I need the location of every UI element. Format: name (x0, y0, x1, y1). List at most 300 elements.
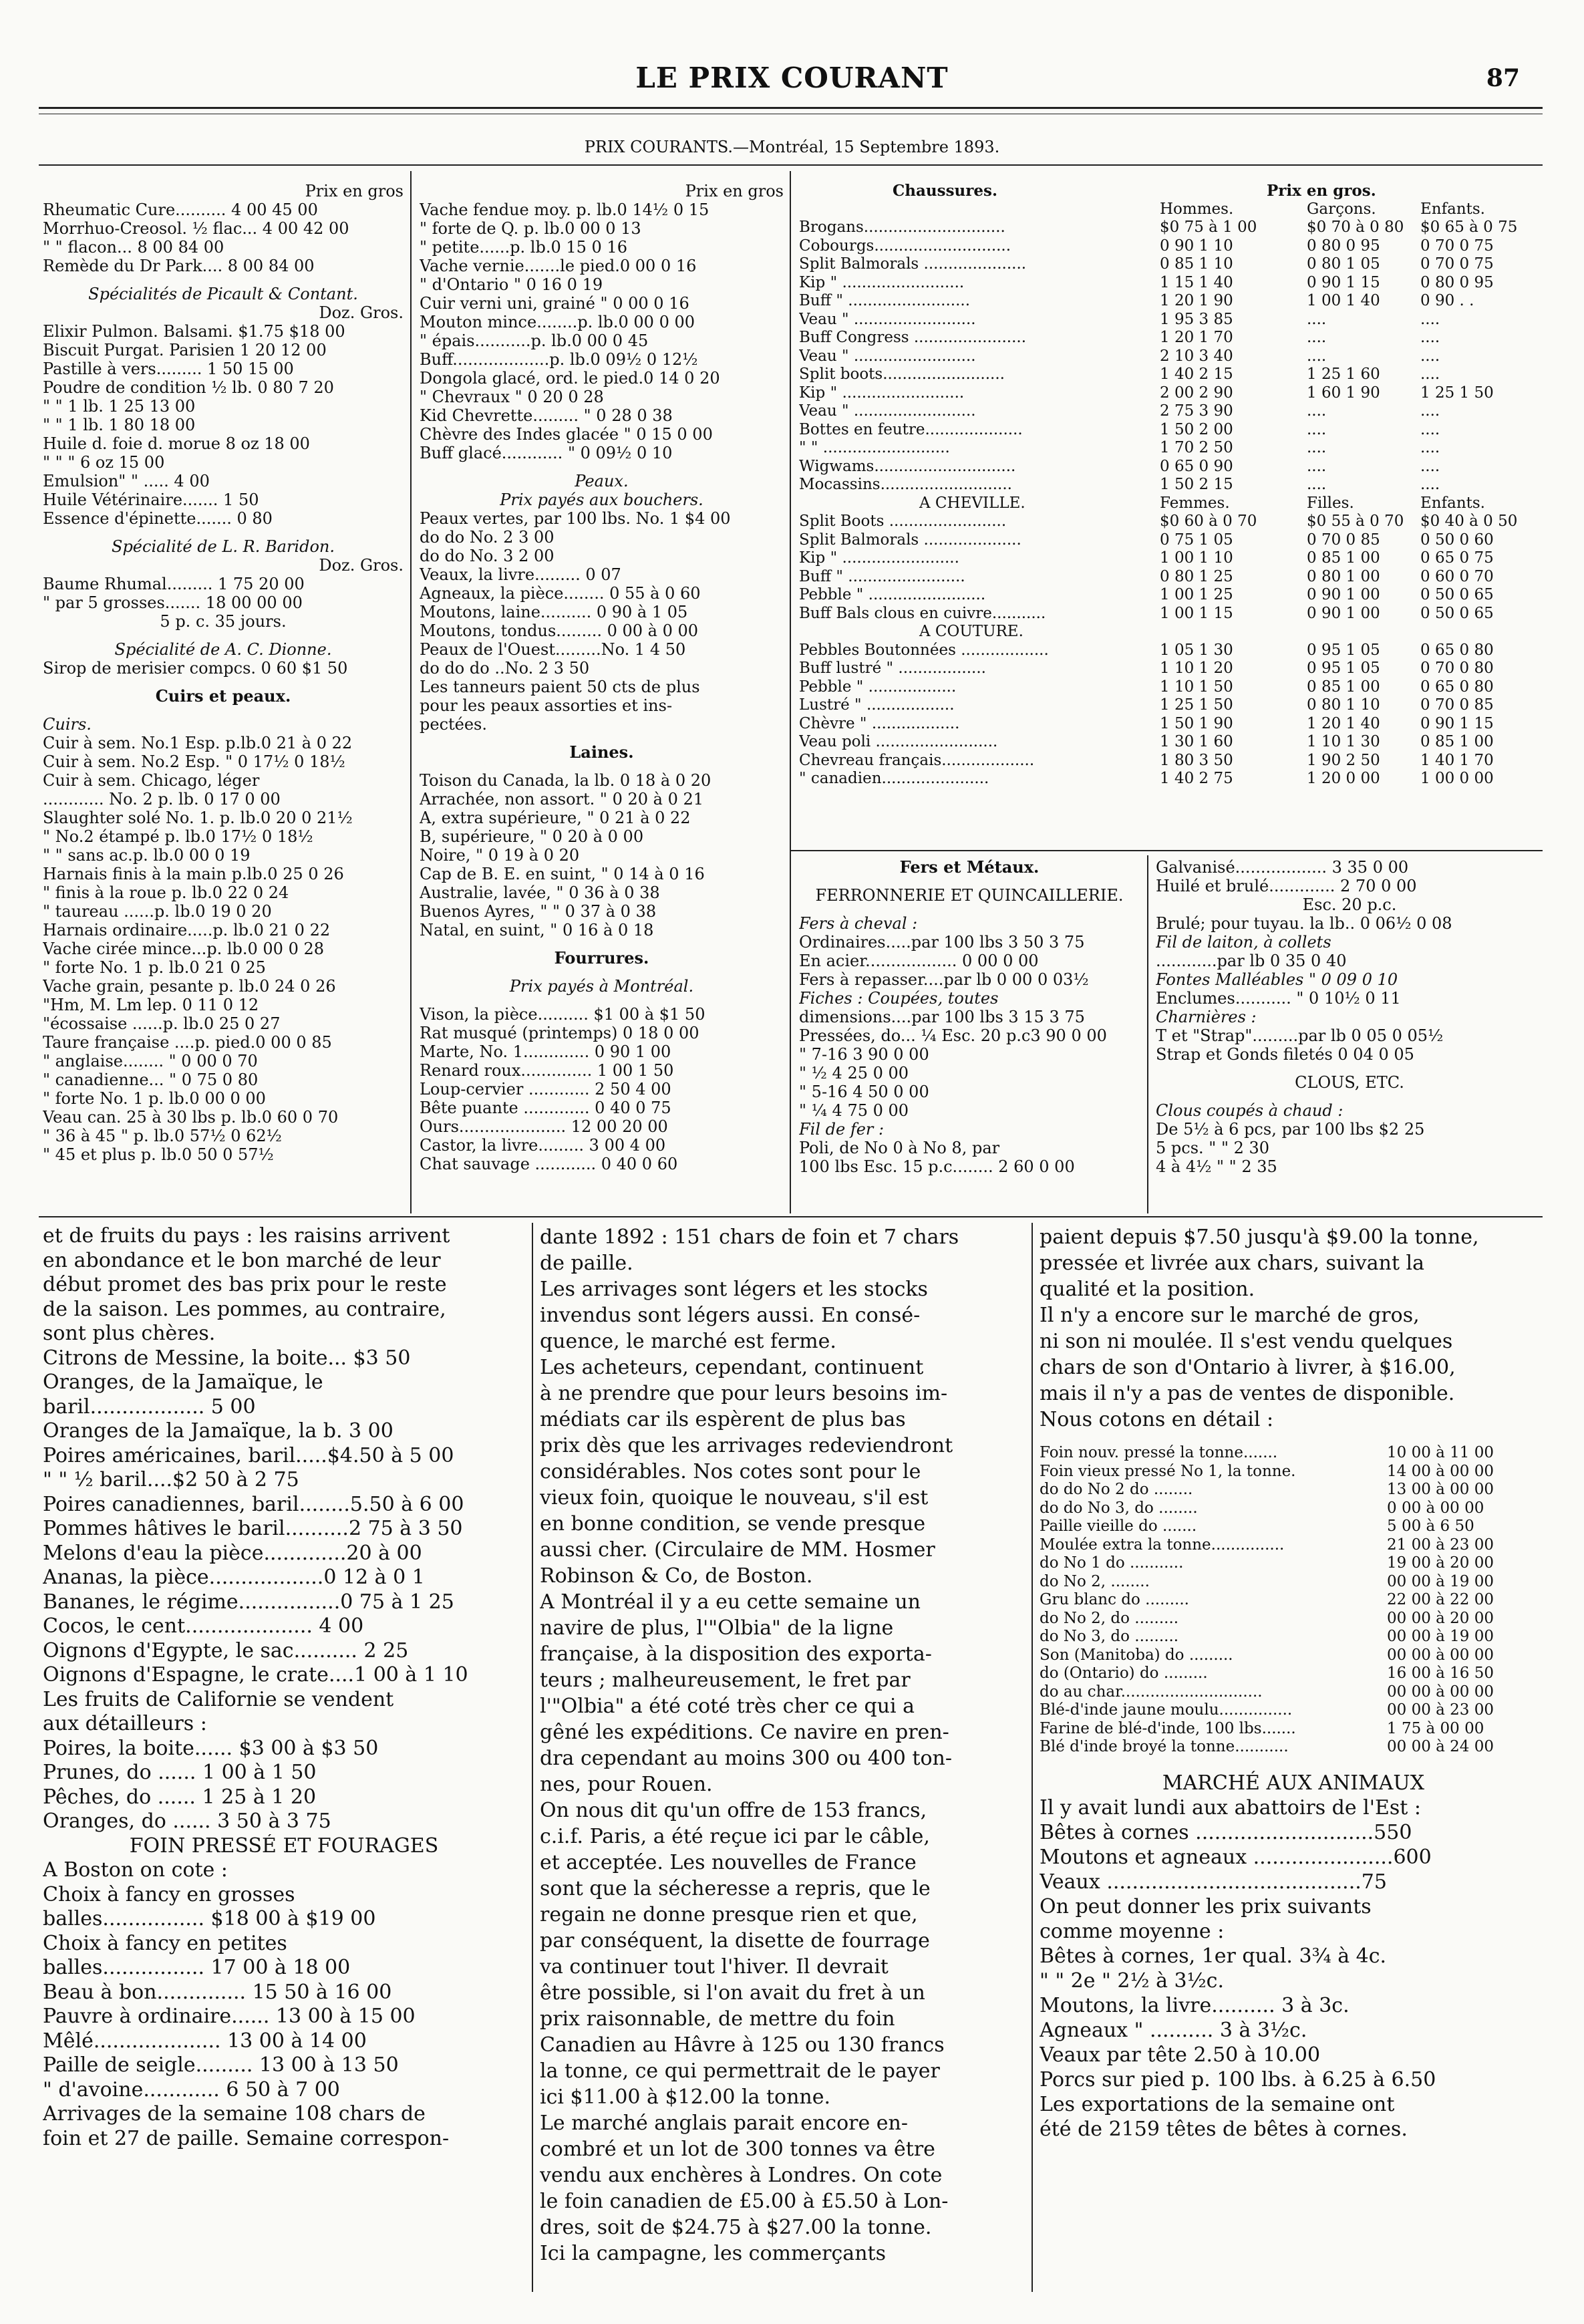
table-row (1040, 1462, 1547, 1481)
text-line: Les exportations de la semaine ont (1040, 2093, 1395, 2116)
table-cell: .... (1420, 476, 1440, 493)
text-line: va continuer tout l'hiver. Il devrait (540, 1955, 889, 1979)
prose-column-3 (1040, 1224, 1547, 1433)
text-line: Chèvre des Indes glacée " 0 15 0 00 (420, 425, 713, 444)
table-cell: do No 2, do ......... (1040, 1609, 1179, 1627)
table-row (799, 384, 1541, 403)
table-row (799, 733, 1541, 752)
table-cell: 0 90 1 10 (1160, 237, 1233, 255)
text-line: Taure française ....p. pied.0 00 0 85 (43, 1033, 332, 1052)
text-line: Sirop de merisier compcs. 0 60 $1 50 (43, 659, 348, 678)
table-cell: 1 25 1 50 (1420, 384, 1494, 402)
text-line: balles................ $18 00 à $19 00 (43, 1907, 376, 1930)
table-row (1040, 1536, 1547, 1554)
table-cell: 00 00 à 00 00 (1387, 1646, 1494, 1664)
text-line: Il y avait lundi aux abattoirs de l'Est : (1040, 1796, 1421, 1820)
text-line: sont que la sécheresse a repris, que le (540, 1877, 931, 1900)
text-line: Essence d'épinette....... 0 80 (43, 509, 273, 528)
text-line: A Boston on cote : (43, 1858, 228, 1882)
text-line: " 45 et plus p. lb.0 50 0 57½ (43, 1145, 274, 1164)
spacer (43, 275, 404, 285)
table-cell: Farine de blé-d'inde, 100 lbs....... (1040, 1719, 1296, 1737)
column-divider (1032, 1223, 1033, 2292)
table-cell: Moulée extra la tonne............... (1040, 1536, 1285, 1554)
table-cell: Chevreau français................... (799, 751, 1035, 769)
table-cell: " canadien...................... (799, 770, 989, 787)
table-cell: 0 80 0 95 (1420, 273, 1494, 291)
column-2-price-list (420, 182, 784, 1173)
table-cell: Split Balmorals ..................... (799, 255, 1027, 273)
table-cell: Buff Bals clous en cuivre........... (799, 604, 1046, 622)
section-rule (790, 850, 1543, 851)
subtitle-rule (39, 164, 1543, 166)
text-line: Fers et Métaux. (899, 858, 1040, 877)
table-cell: 0 85 1 00 (1307, 549, 1380, 567)
text-line: foin et 27 de paille. Semaine correspon- (43, 2126, 450, 2150)
text-line: Elixir Pulmon. Balsami. $1.75 $18 00 (43, 322, 345, 341)
table-row (1040, 1554, 1547, 1572)
text-line: Moutons et agneaux ......................600 (1040, 1846, 1432, 1869)
table-row (1040, 1719, 1547, 1738)
spacer (1156, 1064, 1543, 1073)
text-line: Citrons de Messine, la boite... $3 50 (43, 1346, 411, 1370)
table-row (799, 549, 1541, 568)
table-cell: 0 85 1 00 (1420, 733, 1494, 750)
text-line: Les arrivages sont légers et les stocks (540, 1278, 928, 1301)
text-line: Vache fendue moy. p. lb.0 14½ 0 15 (420, 200, 709, 219)
table-cell: .... (1307, 329, 1327, 346)
table-row (1040, 1499, 1547, 1517)
text-line: Castor, la livre......... 3 00 4 00 (420, 1136, 666, 1155)
table-row (799, 311, 1541, 329)
text-line: Ananas, la pièce..................0 12 à 0 1 (43, 1566, 425, 1589)
table-cell: 0 65 0 75 (1420, 549, 1494, 567)
table-cell: .... (1420, 366, 1440, 383)
table-cell: .... (1307, 457, 1327, 475)
table-cell: 0 85 1 00 (1307, 678, 1380, 696)
table-cell: 1 50 2 15 (1160, 476, 1233, 493)
table-cell: Wigwams............................. (799, 457, 1016, 475)
text-line: Poires canadiennes, baril........5.50 à 6 00 (43, 1492, 464, 1516)
header-rule (39, 107, 1543, 109)
table-row (1040, 1683, 1547, 1701)
text-line: Peaux. (575, 472, 629, 490)
table-cell: 1 00 1 15 (1160, 604, 1233, 622)
text-line: Galvanisé.................. 3 35 0 00 (1156, 858, 1409, 877)
prose-column-1 (43, 1224, 525, 2151)
table-row (799, 752, 1541, 770)
text-line: Chat sauvage ............ 0 40 0 60 (420, 1155, 678, 1173)
text-line: en bonne condition, se vende presque (540, 1512, 926, 1536)
text-line: Pommes hâtives le baril..........2 75 à 3 50 (43, 1517, 463, 1540)
text-line: Fiches : Coupées, toutes (799, 989, 999, 1008)
text-line: Doz. Gros. (319, 303, 404, 322)
table-cell: Foin nouv. pressé la tonne....... (1040, 1444, 1278, 1461)
spacer (799, 905, 1140, 914)
page-number: 87 (1486, 64, 1520, 92)
text-line: pour les peaux assorties et ins- (420, 696, 673, 715)
table-cell: Pebble " .................. (799, 678, 957, 696)
text-line: " ¼ 4 75 0 00 (799, 1101, 909, 1120)
text-line: En acier.................. 0 00 0 00 (799, 952, 1039, 970)
text-line: Kid Chevrette......... " 0 28 0 38 (420, 406, 673, 425)
text-line: dra cependant au moins 300 ou 400 ton- (540, 1747, 952, 1770)
text-line: Brulé; pour tuyau. la lb.. 0 06½ 0 08 (1156, 914, 1452, 933)
text-line: Bêtes à cornes, 1er qual. 3¾ à 4c. (1040, 1944, 1387, 1968)
text-line: Strap et Gonds filetés 0 04 0 05 (1156, 1045, 1414, 1064)
text-line: Poires américaines, baril.....$4.50 à 5 00 (43, 1443, 454, 1467)
table-cell: Lustré " .................. (799, 696, 955, 714)
text-line: " ½ 4 25 0 00 (799, 1064, 909, 1082)
text-line: Choix à fancy en petites (43, 1931, 287, 1955)
text-line: 100 lbs Esc. 15 p.c........ 2 60 0 00 (799, 1157, 1075, 1176)
text-line: Vache vernie.......le pied.0 00 0 16 (420, 257, 697, 275)
spacer (43, 678, 404, 687)
text-line: sont plus chères. (43, 1322, 216, 1345)
table-cell: Chèvre " .................. (799, 714, 960, 732)
table-cell: 1 20 1 90 (1160, 292, 1233, 309)
text-line: Prix en gros (685, 182, 784, 200)
text-line: française, à la disposition des exporta- (540, 1642, 932, 1666)
table-row (799, 366, 1541, 384)
table-cell: 1 15 1 40 (1160, 273, 1233, 291)
text-line: gêné les expéditions. Ce navire en pren- (540, 1721, 949, 1744)
table-cell: 14 00 à 00 00 (1387, 1462, 1494, 1480)
table-cell: $0 55 à 0 70 (1307, 513, 1404, 530)
text-line: Poires, la boite...... $3 00 à $3 50 (43, 1736, 379, 1760)
text-line: On peut donner les prix suivants (1040, 1895, 1372, 1918)
text-line: Clous coupés à chaud : (1156, 1101, 1343, 1120)
text-line: Oignons d'Egypte, le sac.......... 2 25 (43, 1638, 409, 1662)
table-row (1040, 1572, 1547, 1591)
table-cell: do No 1 do ........... (1040, 1554, 1184, 1572)
table-cell: 0 65 0 80 (1420, 678, 1494, 696)
text-line: "Hm, M. Lm lep. 0 11 0 12 (43, 996, 259, 1014)
table-cell: 0 80 0 95 (1307, 237, 1380, 255)
table-cell: Brogans............................. (799, 219, 1005, 236)
text-line: Pressées, do... ¼ Esc. 20 p.c3 90 0 00 (799, 1026, 1107, 1045)
text-line: 4 à 4½ " " 2 35 (1156, 1157, 1277, 1176)
table-cell: Blé-d'inde jaune moulu............... (1040, 1701, 1293, 1719)
text-line: c.i.f. Paris, a été reçue ici par le câble, (540, 1825, 930, 1848)
text-line: Dongola glacé, ord. le pied.0 14 0 20 (420, 369, 720, 388)
table-cell: Veau " ......................... (799, 347, 976, 365)
text-line: B, supérieure, " 0 20 à 0 00 (420, 827, 644, 846)
table-cell: Split Boots ........................ (799, 513, 1007, 530)
spacer (420, 762, 784, 771)
table-cell: 1 75 à 00 00 (1387, 1719, 1484, 1737)
table-cell: $0 60 à 0 70 (1160, 513, 1257, 530)
text-line: Poudre de condition ½ lb. 0 80 7 20 (43, 378, 334, 397)
table-cell: 0 80 1 25 (1160, 567, 1233, 585)
table-cell: $0 40 à 0 50 (1420, 513, 1518, 530)
text-line: " " 1 lb. 1 80 18 00 (43, 416, 196, 434)
text-line: " Chevraux " 0 20 0 28 (420, 388, 604, 406)
page-title: LE PRIX COURANT (635, 61, 949, 94)
text-line: médiats car ils espèrent de plus bas (540, 1408, 906, 1431)
table-cell: 1 70 2 50 (1160, 439, 1233, 456)
text-line: Moutons, tondus......... 0 00 à 0 00 (420, 621, 699, 640)
table-row (1040, 1627, 1547, 1646)
text-line: ici $11.00 à $12.00 la tonne. (540, 2085, 831, 2109)
text-line: à ne prendre que pour leurs besoins im- (540, 1382, 948, 1405)
table-cell: .... (1307, 347, 1327, 365)
section-rule (39, 1216, 1543, 1217)
text-line: " d'Ontario " 0 16 0 19 (420, 275, 603, 294)
group-label: Filles. (1307, 494, 1354, 512)
spacer (43, 631, 404, 640)
table-row (799, 237, 1541, 256)
text-line: Toison du Canada, la lb. 0 18 à 0 20 (420, 771, 711, 790)
table-cell: Veau " ......................... (799, 402, 976, 420)
table-cell: .... (1420, 420, 1440, 438)
table-cell: 0 90 1 15 (1420, 714, 1494, 732)
table-row (799, 402, 1541, 421)
text-line: Fers à repasser....par lb 0 00 0 03½ (799, 970, 1089, 989)
text-line: MARCHÉ AUX ANIMAUX (1162, 1771, 1425, 1795)
text-line: Le marché anglais parait encore en- (540, 2112, 909, 2135)
text-line: Arrivages de la semaine 108 chars de (43, 2102, 426, 2126)
table-cell: .... (1420, 457, 1440, 475)
table-cell: Buff " ......................... (799, 292, 971, 309)
text-line: Oranges de la Jamaïque, la b. 3 00 (43, 1419, 393, 1443)
text-line: Moutons, laine.......... 0 90 à 1 05 (420, 603, 688, 621)
table-title: Chaussures. (893, 182, 997, 200)
table-cell: Buff Congress ....................... (799, 329, 1027, 346)
table-row (1040, 1646, 1547, 1664)
text-line: Les fruits de Californie se vendent (43, 1687, 394, 1711)
text-line: de paille. (540, 1252, 633, 1275)
section-label: A COUTURE. (919, 623, 1023, 640)
text-line: invendus sont légers aussi. En consé- (540, 1304, 921, 1327)
text-line: Prix en gros (305, 182, 404, 200)
table-cell: 00 00 à 24 00 (1387, 1738, 1494, 1755)
section-header (799, 623, 1541, 641)
table-row (799, 770, 1541, 788)
text-line: ............par lb 0 35 0 40 (1156, 952, 1347, 970)
spacer (420, 996, 784, 1005)
text-line: baril.................. 5 00 (43, 1395, 256, 1419)
table-cell: 0 70 0 80 (1420, 660, 1494, 677)
table-cell: 10 00 à 11 00 (1387, 1444, 1494, 1461)
table-cell: 0 90 1 00 (1307, 586, 1380, 603)
text-line: Huile Vétérinaire....... 1 50 (43, 490, 259, 509)
table-cell: 5 00 à 6 50 (1387, 1517, 1474, 1535)
section-label: A CHEVILLE. (919, 494, 1025, 512)
text-line: Cuirs. (43, 715, 92, 734)
text-line: aux détailleurs : (43, 1712, 207, 1735)
text-line: comme moyenne : (1040, 1920, 1225, 1943)
table-cell: 1 40 2 75 (1160, 770, 1233, 787)
text-line: " petite......p. lb.0 15 0 16 (420, 238, 627, 257)
text-line: qualité et la position. (1040, 1278, 1255, 1301)
text-line: " " sans ac.p. lb.0 00 0 19 (43, 846, 251, 865)
text-line: " 5-16 4 50 0 00 (799, 1082, 929, 1101)
text-line: " forte No. 1 p. lb.0 00 0 00 (43, 1089, 266, 1108)
table-cell: 1 00 1 10 (1160, 549, 1233, 567)
text-line: Moutons, la livre.......... 3 à 3c. (1040, 1994, 1350, 2017)
table-row (1040, 1664, 1547, 1683)
text-line: Ordinaires.....par 100 lbs 3 50 3 75 (799, 933, 1085, 952)
table-cell: Split Balmorals .................... (799, 531, 1021, 549)
text-line: Buenos Ayres, " " 0 37 à 0 38 (420, 902, 657, 921)
table-row (799, 347, 1541, 366)
table-cell: do No 2, ........ (1040, 1572, 1150, 1590)
table-cell: Son (Manitoba) do ......... (1040, 1646, 1233, 1664)
table-row (799, 274, 1541, 293)
table-cell: Bottes en feutre.................... (799, 420, 1023, 438)
table-row (799, 696, 1541, 715)
table-cell: 0 65 0 80 (1420, 641, 1494, 659)
table-cell: .... (1420, 439, 1440, 456)
table-cell: 0 50 0 65 (1420, 586, 1494, 603)
text-line: Veaux, la livre......... 0 07 (420, 565, 621, 584)
text-line: Peaux vertes, par 100 lbs. No. 1 $4 00 (420, 509, 731, 528)
text-line: Canadien au Hâvre à 125 ou 130 francs (540, 2033, 945, 2057)
table-row (799, 476, 1541, 494)
table-cell: 0 50 0 65 (1420, 604, 1494, 622)
text-line: Remède du Dr Park.... 8 00 84 00 (43, 257, 315, 275)
text-line: " " ½ baril....$2 50 à 2 75 (43, 1468, 299, 1491)
text-line: nes, pour Rouen. (540, 1773, 713, 1796)
table-cell: 0 85 1 10 (1160, 255, 1233, 273)
group-label: Enfants. (1420, 494, 1485, 512)
text-line: combré et un lot de 300 tonnes va être (540, 2138, 935, 2161)
text-line: Porcs sur pied p. 100 lbs. à 6.25 à 6.50 (1040, 2068, 1436, 2091)
text-line: dimensions....par 100 lbs 3 15 3 75 (799, 1008, 1085, 1026)
text-line: " No.2 étampé p. lb.0 17½ 0 18½ (43, 827, 313, 846)
text-line: Morrhuo-Creosol. ½ flac... 4 00 42 00 (43, 219, 349, 238)
table-cell: 1 00 1 40 (1307, 292, 1380, 309)
table-cell: Kip " ......................... (799, 384, 965, 402)
text-line: Emulsion" " ..... 4 00 (43, 472, 210, 490)
text-line: Poli, de No 0 à No 8, par (799, 1139, 1000, 1157)
text-line: Natal, en suint, " 0 16 à 0 18 (420, 921, 654, 939)
text-line: 5 pcs. " " 2 30 (1156, 1139, 1270, 1157)
table-cell: Split boots......................... (799, 366, 1005, 383)
text-line: paient depuis $7.50 jusqu'à $9.00 la tonne, (1040, 1225, 1479, 1249)
marche-aux-animaux (1040, 1771, 1547, 2142)
text-line: " forte de Q. p. lb.0 00 0 13 (420, 219, 641, 238)
text-line: être possible, si l'on avait du fret à un (540, 1981, 925, 2005)
text-line: A, extra supérieure, " 0 21 à 0 22 (420, 809, 691, 827)
text-line: " taureau ......p. lb.0 19 0 20 (43, 902, 272, 921)
table-row (799, 660, 1541, 678)
table-cell: 0 95 1 05 (1307, 641, 1380, 659)
text-line: FERRONNERIE ET QUINCAILLERIE. (815, 886, 1124, 905)
text-line: prix dès que les arrivages redeviendront (540, 1434, 953, 1457)
text-line: balles................ 17 00 à 18 00 (43, 1956, 351, 1979)
table-cell: Garçons. (1307, 200, 1376, 218)
table-cell: 1 10 1 20 (1160, 660, 1233, 677)
text-line: Enclumes........... " 0 10½ 0 11 (1156, 989, 1401, 1008)
text-line: Pastille à vers......... 1 50 15 00 (43, 359, 294, 378)
table-row (1040, 1480, 1547, 1499)
text-line: regain ne donne presque rien et que, (540, 1903, 918, 1926)
text-line: Ici la campagne, les commerçants (540, 2242, 886, 2265)
text-line: Prunes, do ...... 1 00 à 1 50 (43, 1761, 317, 1784)
text-line: Huile d. foie d. morue 8 oz 18 00 (43, 434, 310, 453)
text-line: aussi cher. (Circulaire de MM. Hosmer (540, 1538, 935, 1562)
text-line: Fil de laiton, à collets (1156, 933, 1331, 952)
text-line: Biscuit Purgat. Parisien 1 20 12 00 (43, 341, 327, 359)
text-line: " " flacon... 8 00 84 00 (43, 238, 224, 257)
text-line: " d'avoine............ 6 50 à 7 00 (43, 2077, 340, 2101)
table-cell: Pebbles Boutonnées .................. (799, 641, 1049, 659)
table-cell: 2 75 3 90 (1160, 402, 1233, 420)
text-line: ni son ni moulée. Il s'est vendu quelques (1040, 1330, 1453, 1353)
text-line: pressée et livrée aux chars, suivant la (1040, 1252, 1425, 1275)
table-cell: 1 60 1 90 (1307, 384, 1380, 402)
text-line: et acceptée. Les nouvelles de France (540, 1851, 917, 1874)
table-cell: .... (1420, 329, 1440, 346)
text-line: et de fruits du pays : les raisins arrivent (43, 1224, 450, 1248)
text-line: navire de plus, l'"Olbia" de la ligne (540, 1616, 894, 1640)
table-cell: 1 30 1 60 (1160, 733, 1233, 750)
text-line: chars de son d'Ontario à livrer, à $16.00, (1040, 1356, 1456, 1379)
table-cell: Buff " ........................ (799, 567, 965, 585)
text-line: vieux foin, quoique le nouveau, s'il est (540, 1486, 929, 1509)
text-line: mais il n'y a pas de ventes de disponible. (1040, 1382, 1455, 1405)
text-line: Oranges, do ...... 3 50 à 3 75 (43, 1809, 331, 1833)
text-line: quence, le marché est ferme. (540, 1330, 836, 1353)
table-cell: .... (1420, 347, 1440, 365)
text-line: 5 p. c. 35 jours. (160, 612, 287, 631)
spacer (420, 462, 784, 472)
text-line: De 5½ à 6 pcs, par 100 lbs $2 25 (1156, 1120, 1425, 1139)
text-line: Cocos, le cent.................... 4 00 (43, 1614, 364, 1638)
text-line: en abondance et le bon marché de leur (43, 1248, 441, 1272)
table-cell: 0 50 0 60 (1420, 531, 1494, 549)
text-line: " " 2e " 2½ à 3½c. (1040, 1969, 1225, 1993)
table-cell: 1 00 1 25 (1160, 586, 1233, 603)
table-cell: 0 80 1 05 (1307, 255, 1380, 273)
table-row (799, 458, 1541, 476)
table-row (799, 219, 1541, 237)
table-cell: 21 00 à 23 00 (1387, 1536, 1494, 1554)
text-line: " par 5 grosses....... 18 00 00 00 (43, 593, 303, 612)
table-cell: 1 20 1 70 (1160, 329, 1233, 346)
table-cell: 1 20 0 00 (1307, 770, 1380, 787)
text-line: " 7-16 3 90 0 00 (799, 1045, 929, 1064)
table-cell: 1 00 0 00 (1420, 770, 1494, 787)
text-line: On nous dit qu'un offre de 153 francs, (540, 1799, 927, 1822)
text-line: début promet des bas prix pour le reste (43, 1273, 447, 1296)
text-line: Bananes, le régime................0 75 à 1 25 (43, 1590, 454, 1614)
table-cell: 1 80 3 50 (1160, 751, 1233, 769)
text-line: Les acheteurs, cependant, continuent (540, 1356, 924, 1379)
table-cell: Buff lustré " .................. (799, 660, 986, 677)
text-line: Oranges, de la Jamaïque, le (43, 1370, 323, 1394)
text-line: Agneaux, la pièce........ 0 55 à 0 60 (420, 584, 701, 603)
text-line: " 36 à 45 " p. lb.0 57½ 0 62½ (43, 1127, 282, 1145)
text-line: " " " 6 oz 15 00 (43, 453, 165, 472)
spacer (420, 968, 784, 977)
text-line: teurs ; malheureusement, le fret par (540, 1668, 911, 1692)
table-cell: 16 00 à 16 50 (1387, 1664, 1494, 1682)
table-row (799, 605, 1541, 623)
table-cell: .... (1307, 402, 1327, 420)
text-line: Esc. 20 p.c. (1302, 895, 1397, 914)
text-line: ............ No. 2 p. lb. 0 17 0 00 (43, 790, 281, 809)
text-line: T et "Strap".........par lb 0 05 0 05½ (1156, 1026, 1444, 1045)
text-line: Baume Rhumal......... 1 75 20 00 (43, 575, 305, 593)
text-line: Prix payés à Montréal. (509, 977, 694, 996)
table-cell: .... (1420, 402, 1440, 420)
text-line: " épais...........p. lb.0 00 0 45 (420, 331, 649, 350)
text-line: do do No. 3 2 00 (420, 547, 555, 565)
table-row (1040, 1609, 1547, 1628)
